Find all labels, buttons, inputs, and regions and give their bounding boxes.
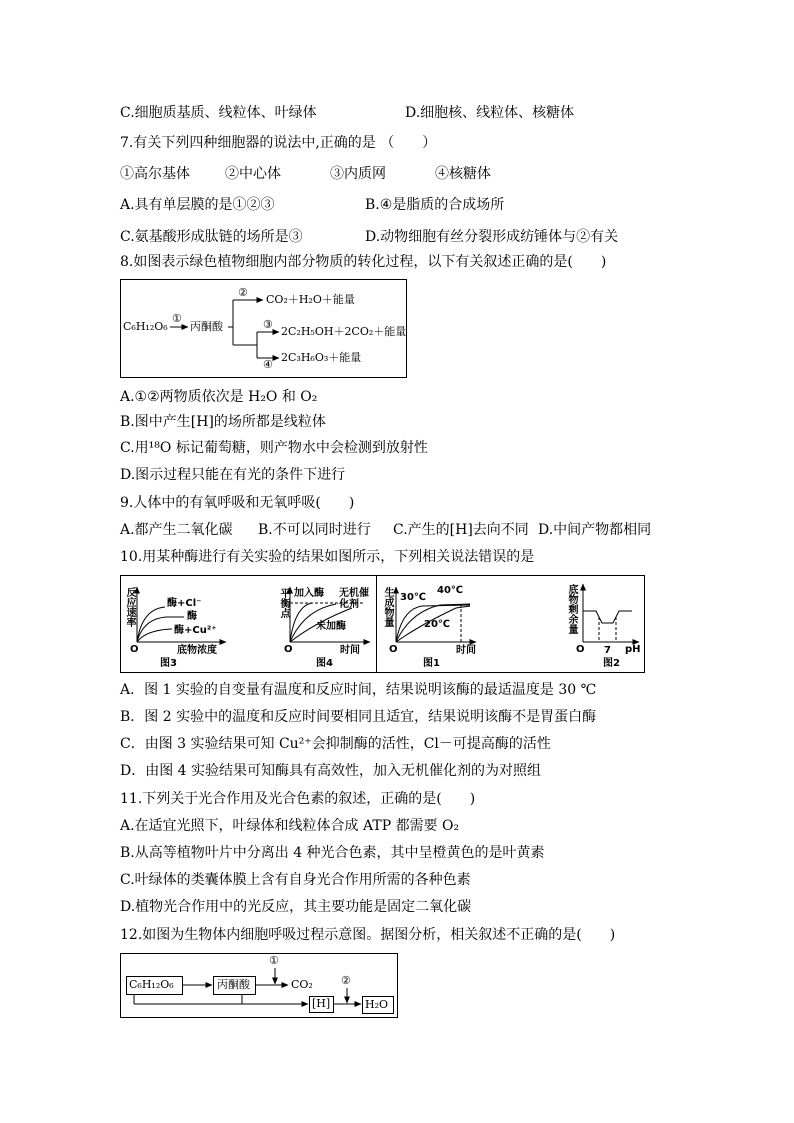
q12-step2-label: ②	[341, 974, 351, 987]
fig3-label-cu: 酶+Cu²⁺	[174, 625, 217, 636]
fig3-curve-cl	[137, 607, 165, 642]
fig2-x-label: pH	[625, 644, 641, 655]
q10-option-d: D．由图 4 实验结果可知酶具有高效性，加入无机催化剂的为对照组	[120, 763, 542, 779]
fig2-tick-7: 7	[604, 645, 611, 656]
q10-option-a: A．图 1 实验的自变量有温度和反应时间，结果说明该酶的最适温度是 30 ℃	[120, 682, 597, 698]
q9-stem: 9.人体中的有氧呼吸和无氧呼吸( )	[120, 495, 355, 511]
fig1-label-20: 20℃	[424, 619, 451, 630]
q7-organelle-2: ②中心体	[225, 166, 281, 182]
fig4-label-none: 未加酶	[316, 621, 346, 632]
fig4-caption: 图4	[316, 658, 333, 669]
q9-option-c: C.产生的[H]去向不同	[393, 522, 529, 538]
q9-option-a: A.都产生二氧化碳	[120, 522, 233, 538]
fig4-x-label: 时间	[340, 645, 360, 656]
q8-reactant: C₆H₁₂O₆	[123, 320, 168, 333]
q8-option-d: D.图示过程只能在有光的条件下进行	[120, 467, 346, 483]
fig2-origin: O	[576, 644, 585, 655]
fig4-label-enzyme: 加入酶	[294, 588, 324, 599]
q12-water: H₂O	[365, 998, 389, 1011]
q7-stem: 7.有关下列四种细胞器的说法中,正确的是 （ ）	[120, 135, 437, 151]
fig1-origin: O	[389, 644, 398, 655]
fig1-label-30: 30℃	[400, 592, 427, 603]
q12-hydrogen: [H]	[312, 997, 331, 1010]
q11-option-b: B.从高等植物叶片中分离出 4 种光合色素，其中呈橙黄色的是叶黄素	[120, 845, 545, 861]
q12-glucose: C₆H₁₂O₆	[129, 978, 174, 991]
q12-step1-label: ①	[269, 954, 279, 967]
fig4-origin: O	[284, 644, 293, 655]
q8-intermediate: 丙酮酸	[190, 320, 223, 333]
q12-pyruvate: 丙酮酸	[217, 978, 250, 991]
fig4-curve-enzyme	[290, 603, 312, 642]
q12-stem: 12.如图为生物体内细胞呼吸过程示意图。据图分析，相关叙述不正确的是( )	[120, 927, 616, 943]
q7-option-d: D.动物细胞有丝分裂形成纺锤体与②有关	[365, 229, 619, 245]
q6-option-c: C.细胞质基质、线粒体、叶绿体	[120, 105, 317, 121]
q7-organelle-4: ④核糖体	[435, 166, 491, 182]
q12-co2: CO₂	[291, 978, 313, 991]
q8-step3-label: ③	[263, 318, 273, 331]
fig3-y-label: 反应速率	[124, 587, 135, 627]
q8-product3: 2C₂H₅OH＋2CO₂＋能量	[281, 325, 407, 338]
q8-step4-label: ④	[263, 358, 273, 371]
fig3-label-enzyme: 酶	[187, 611, 197, 622]
fig2-curve	[583, 611, 632, 623]
q10-option-b: B．图 2 实验中的温度和反应时间要相同且适宜，结果说明该酶不是胃蛋白酶	[120, 709, 597, 725]
q11-option-d: D.植物光合作用中的光反应，其主要功能是固定二氧化碳	[120, 899, 472, 915]
fig3-caption: 图3	[160, 658, 177, 669]
q8-product4: 2C₃H₆O₃＋能量	[281, 351, 362, 364]
fig2-y-label: 底物剩余量	[566, 584, 577, 634]
fig3-x-label: 底物浓度	[177, 645, 217, 656]
fig1-label-40: 40℃	[437, 585, 464, 596]
q10-stem: 10.用某种酶进行有关实验的结果如图所示，下列相关说法错误的是	[120, 549, 535, 565]
fig1-caption: 图1	[423, 658, 440, 669]
q10-option-c: C．由图 3 实验结果可知 Cu²⁺会抑制酶的活性，Cl－可提高酶的活性	[120, 736, 551, 752]
q6-option-d: D.细胞核、线粒体、核糖体	[405, 105, 575, 121]
fig1-x-label: 时间	[456, 645, 476, 656]
q8-product2: CO₂＋H₂O＋能量	[266, 293, 355, 306]
fig4-y-label: 平衡点	[278, 588, 289, 618]
q9-option-d: D.中间产物都相同	[538, 522, 652, 538]
q7-organelle-1: ①高尔基体	[120, 166, 190, 182]
q8-option-c: C.用¹⁸O 标记葡萄糖，则产物水中会检测到放射性	[120, 440, 428, 456]
fig4-label-inorganic: 无机催化剂	[339, 588, 369, 610]
q11-option-c: C.叶绿体的类囊体膜上含有自身光合作用所需的各种色素	[120, 872, 471, 888]
fig3-curve-cu	[137, 629, 172, 642]
q7-option-a: A.具有单层膜的是①②③	[120, 197, 275, 213]
q8-step1-label: ①	[172, 312, 182, 325]
q8-stem: 8.如图表示绿色植物细胞内部分物质的转化过程，以下有关叙述正确的是( )	[120, 254, 607, 270]
q11-stem: 11.下列关于光合作用及光合色素的叙述，正确的是( )	[120, 791, 476, 807]
q8-option-a: A.①②两物质依次是 H₂O 和 O₂	[120, 389, 318, 405]
fig3-origin: O	[130, 644, 139, 655]
q8-option-b: B.图中产生[H]的场所都是线粒体	[120, 414, 326, 430]
fig1-y-label: 生成物量	[382, 587, 393, 627]
q8-step2-label: ②	[238, 286, 248, 299]
q7-option-c: C.氨基酸形成肽链的场所是③	[120, 229, 303, 245]
fig3-label-cl: 酶+Cl⁻	[167, 598, 202, 609]
q9-option-b: B.不可以同时进行	[258, 522, 371, 538]
q7-option-b: B.④是脂质的合成场所	[365, 197, 505, 213]
q7-organelle-3: ③内质网	[330, 166, 386, 182]
fig2-caption: 图2	[603, 658, 620, 669]
q11-option-a: A.在适宜光照下，叶绿体和线粒体合成 ATP 都需要 O₂	[120, 818, 460, 834]
